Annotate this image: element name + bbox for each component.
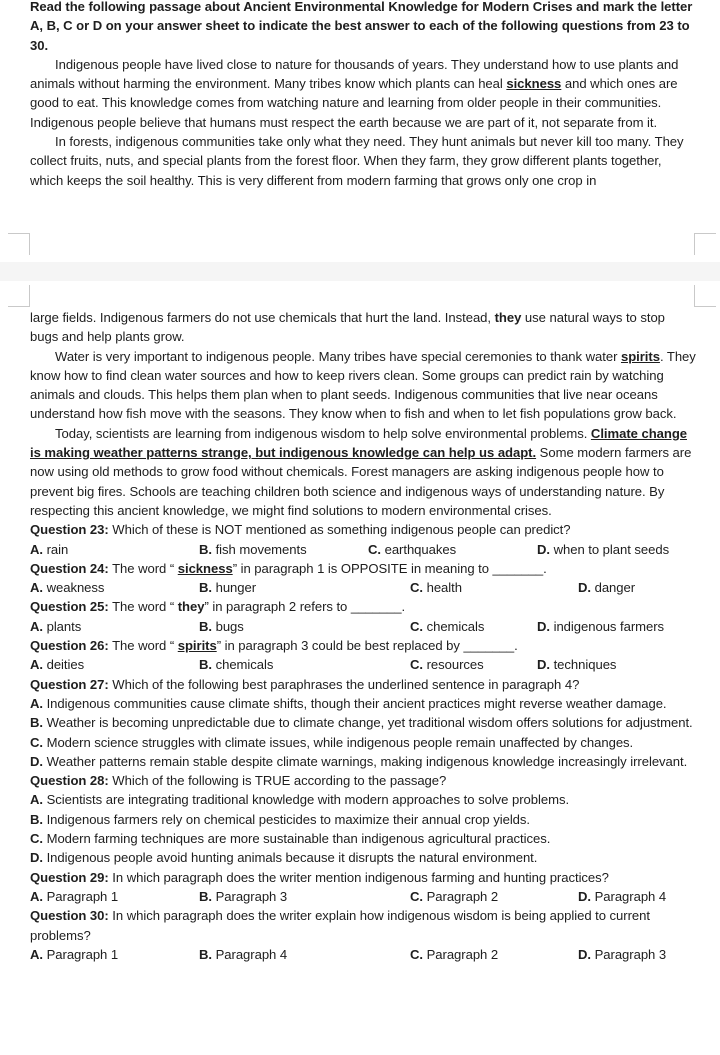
option-c[interactable]: C. Paragraph 2 (410, 888, 499, 904)
crop-mark-top-right (694, 233, 716, 255)
option-a[interactable]: A. Paragraph 1 (30, 946, 119, 962)
question-23 (30, 520, 696, 539)
option-c[interactable]: C. resources (410, 657, 484, 673)
option-d[interactable]: D. techniques (537, 657, 617, 673)
instructions: Read the following passage about Ancient Environmental Knowledge for Modern Crises and mark the letter A, B, C or D on your answer sheet to indicate the best answer to each of the following questions from 23 to 30. (30, 0, 693, 53)
referenced-word: spirits (177, 638, 217, 654)
options-29 (30, 887, 696, 906)
option-a[interactable]: A. Indigenous communities cause climate shifts, though their ancient practices might reverse weather damage. (30, 695, 667, 711)
options-30 (30, 945, 696, 964)
option-c[interactable]: C. earthquakes (368, 541, 457, 557)
option-d[interactable]: D. Paragraph 3 (578, 946, 667, 962)
question-25 (30, 597, 696, 616)
option-d[interactable]: D. Paragraph 4 (578, 888, 667, 904)
option-b[interactable]: B. Indigenous farmers rely on chemical pesticides to maximize their annual crop yields. (30, 811, 530, 827)
option-c[interactable]: C. health (410, 580, 462, 596)
question-29 (30, 868, 696, 887)
option-b[interactable]: B. bugs (199, 618, 244, 634)
option-a[interactable]: A. weakness (30, 580, 105, 596)
option-c[interactable]: C. chemicals (410, 618, 485, 634)
question-28 (30, 771, 696, 790)
option-a[interactable]: A. rain (30, 541, 69, 557)
option-d[interactable]: D. indigenous farmers (537, 618, 665, 634)
p1-text-a: Indigenous people have lived close to nature for thousands of years. They understand how to use plants and animals without harming the environment. Many tribes know which plants can heal (30, 56, 679, 92)
option-c[interactable]: C. Modern farming techniques are more sustainable than indigenous agricultural practices. (30, 831, 551, 847)
crop-mark-bottom-left (8, 285, 30, 307)
question-text: In which paragraph does the writer mention indigenous farming and hunting practices? (108, 869, 609, 885)
question-text: Which of these is NOT mentioned as something indigenous people can predict? (108, 522, 571, 538)
p4-text-a: Today, scientists are learning from indigenous wisdom to help solve environmental problems. (55, 425, 591, 441)
question-label: Question 25: (30, 599, 109, 615)
question-label: Question 28: (30, 773, 109, 789)
underlined-word-sickness: sickness (506, 76, 562, 92)
question-24 (30, 559, 696, 578)
option-a[interactable]: A. Paragraph 1 (30, 888, 119, 904)
p3-text-b: . They know how to find clean water sources and how to keep rivers clean. Some groups can predict rain by watching animals and clouds. This helps them plan when to plant seeds. Indigenous communities that live near oceans understand how fish move with the seasons. They know when to fish and when to let fish populations grow back. (30, 348, 696, 422)
underlined-word-spirits: spirits (620, 348, 660, 364)
crop-mark-bottom-right (694, 285, 716, 307)
option-d[interactable]: D. Indigenous people avoid hunting animals because it disrupts the natural environment. (30, 850, 538, 866)
option-c[interactable]: C. Modern science struggles with climate issues, while indigenous people remain unaffected by changes. (30, 734, 634, 750)
p4-text-b: Some modern farmers are now using old methods to grow food without chemicals. Forest managers are asking indigenous people how to prevent big fires. Schools are teaching children both science and indigenous ways of understanding nature. By respecting this ancient knowledge, we might find solutions to modern environmental crises. (30, 445, 692, 518)
question-text: Which of the following is TRUE according to the passage? (108, 773, 447, 789)
option-a[interactable]: A. plants (30, 618, 82, 634)
question-26 (30, 636, 696, 655)
question-text-a: The word “ (108, 599, 178, 615)
bottom-section (30, 308, 696, 964)
p2-text-c: use natural ways to stop bugs and help plants grow. (30, 310, 665, 345)
question-27 (30, 675, 696, 694)
top-section (30, 0, 696, 190)
question-label: Question 26: (30, 638, 109, 654)
option-b[interactable]: B. Paragraph 4 (199, 946, 288, 962)
page-gap (0, 262, 720, 281)
option-a[interactable]: A. deities (30, 657, 85, 673)
question-label: Question 23: (30, 522, 109, 538)
bold-word-they: they (494, 310, 522, 325)
option-b[interactable]: B. chemicals (199, 657, 274, 673)
question-text-a: The word “ (108, 560, 178, 576)
p1-text-b: and which ones are good to eat. This knowledge comes from watching nature and learning from older people in their communities. Indigenous people believe that humans must respect the earth because we are part of it, not separate from it. (30, 76, 678, 130)
options-26 (30, 655, 696, 674)
option-d[interactable]: D. Weather patterns remain stable despite climate warnings, making indigenous knowledge increasingly irrelevant. (30, 753, 688, 769)
option-c[interactable]: C. Paragraph 2 (410, 946, 499, 962)
options-23 (30, 540, 696, 559)
question-text: In which paragraph does the writer explain how indigenous wisdom is being applied to current problems? (30, 908, 650, 943)
question-label: Question 29: (30, 869, 109, 885)
referenced-word: they (177, 599, 205, 615)
question-label: Question 24: (30, 560, 109, 576)
question-label: Question 30: (30, 908, 109, 924)
question-30 (30, 906, 696, 945)
crop-mark-top-left (8, 233, 30, 255)
paragraph-4 (30, 424, 696, 520)
question-text-b: ” in paragraph 2 refers to _______. (204, 599, 406, 615)
paragraph-3 (30, 347, 696, 424)
option-b[interactable]: B. hunger (199, 580, 257, 596)
question-text-a: The word “ (108, 638, 178, 654)
question-text: Which of the following best paraphrases the underlined sentence in paragraph 4? (108, 676, 580, 692)
question-label: Question 27: (30, 676, 109, 692)
options-24 (30, 578, 696, 597)
referenced-word: sickness (177, 560, 233, 576)
option-b[interactable]: B. Weather is becoming unpredictable due to climate change, yet traditional wisdom offers solutions for adjustment. (30, 715, 693, 731)
option-d[interactable]: D. when to plant seeds (537, 541, 670, 557)
option-a[interactable]: A. Scientists are integrating traditional knowledge with modern approaches to solve problems. (30, 792, 570, 808)
option-b[interactable]: B. Paragraph 3 (199, 888, 288, 904)
options-25 (30, 617, 696, 636)
paragraph-2-part1: In forests, indigenous communities take only what they need. They hunt animals but never kill too many. They collect fruits, nuts, and special plants from the forest floor. When they farm, they grow different plants together, which keeps the soil healthy. This is very different from modern farming that grows only one crop in (30, 134, 684, 188)
underlined-sentence: Climate change is making weather patterns strange, but indigenous knowledge can help us adapt. (30, 425, 687, 461)
p2-text-a: large fields. Indigenous farmers do not use chemicals that hurt the land. Instead, (30, 310, 495, 325)
option-b[interactable]: B. fish movements (199, 541, 307, 557)
option-d[interactable]: D. danger (578, 580, 636, 596)
paragraph-1 (30, 55, 696, 132)
paragraph-2-part2 (30, 308, 696, 347)
p3-text-a: Water is very important to indigenous people. Many tribes have special ceremonies to thank water (55, 348, 621, 364)
question-text-b: ” in paragraph 3 could be best replaced by _______. (216, 638, 518, 654)
question-text-b: ” in paragraph 1 is OPPOSITE in meaning to _______. (232, 560, 547, 576)
